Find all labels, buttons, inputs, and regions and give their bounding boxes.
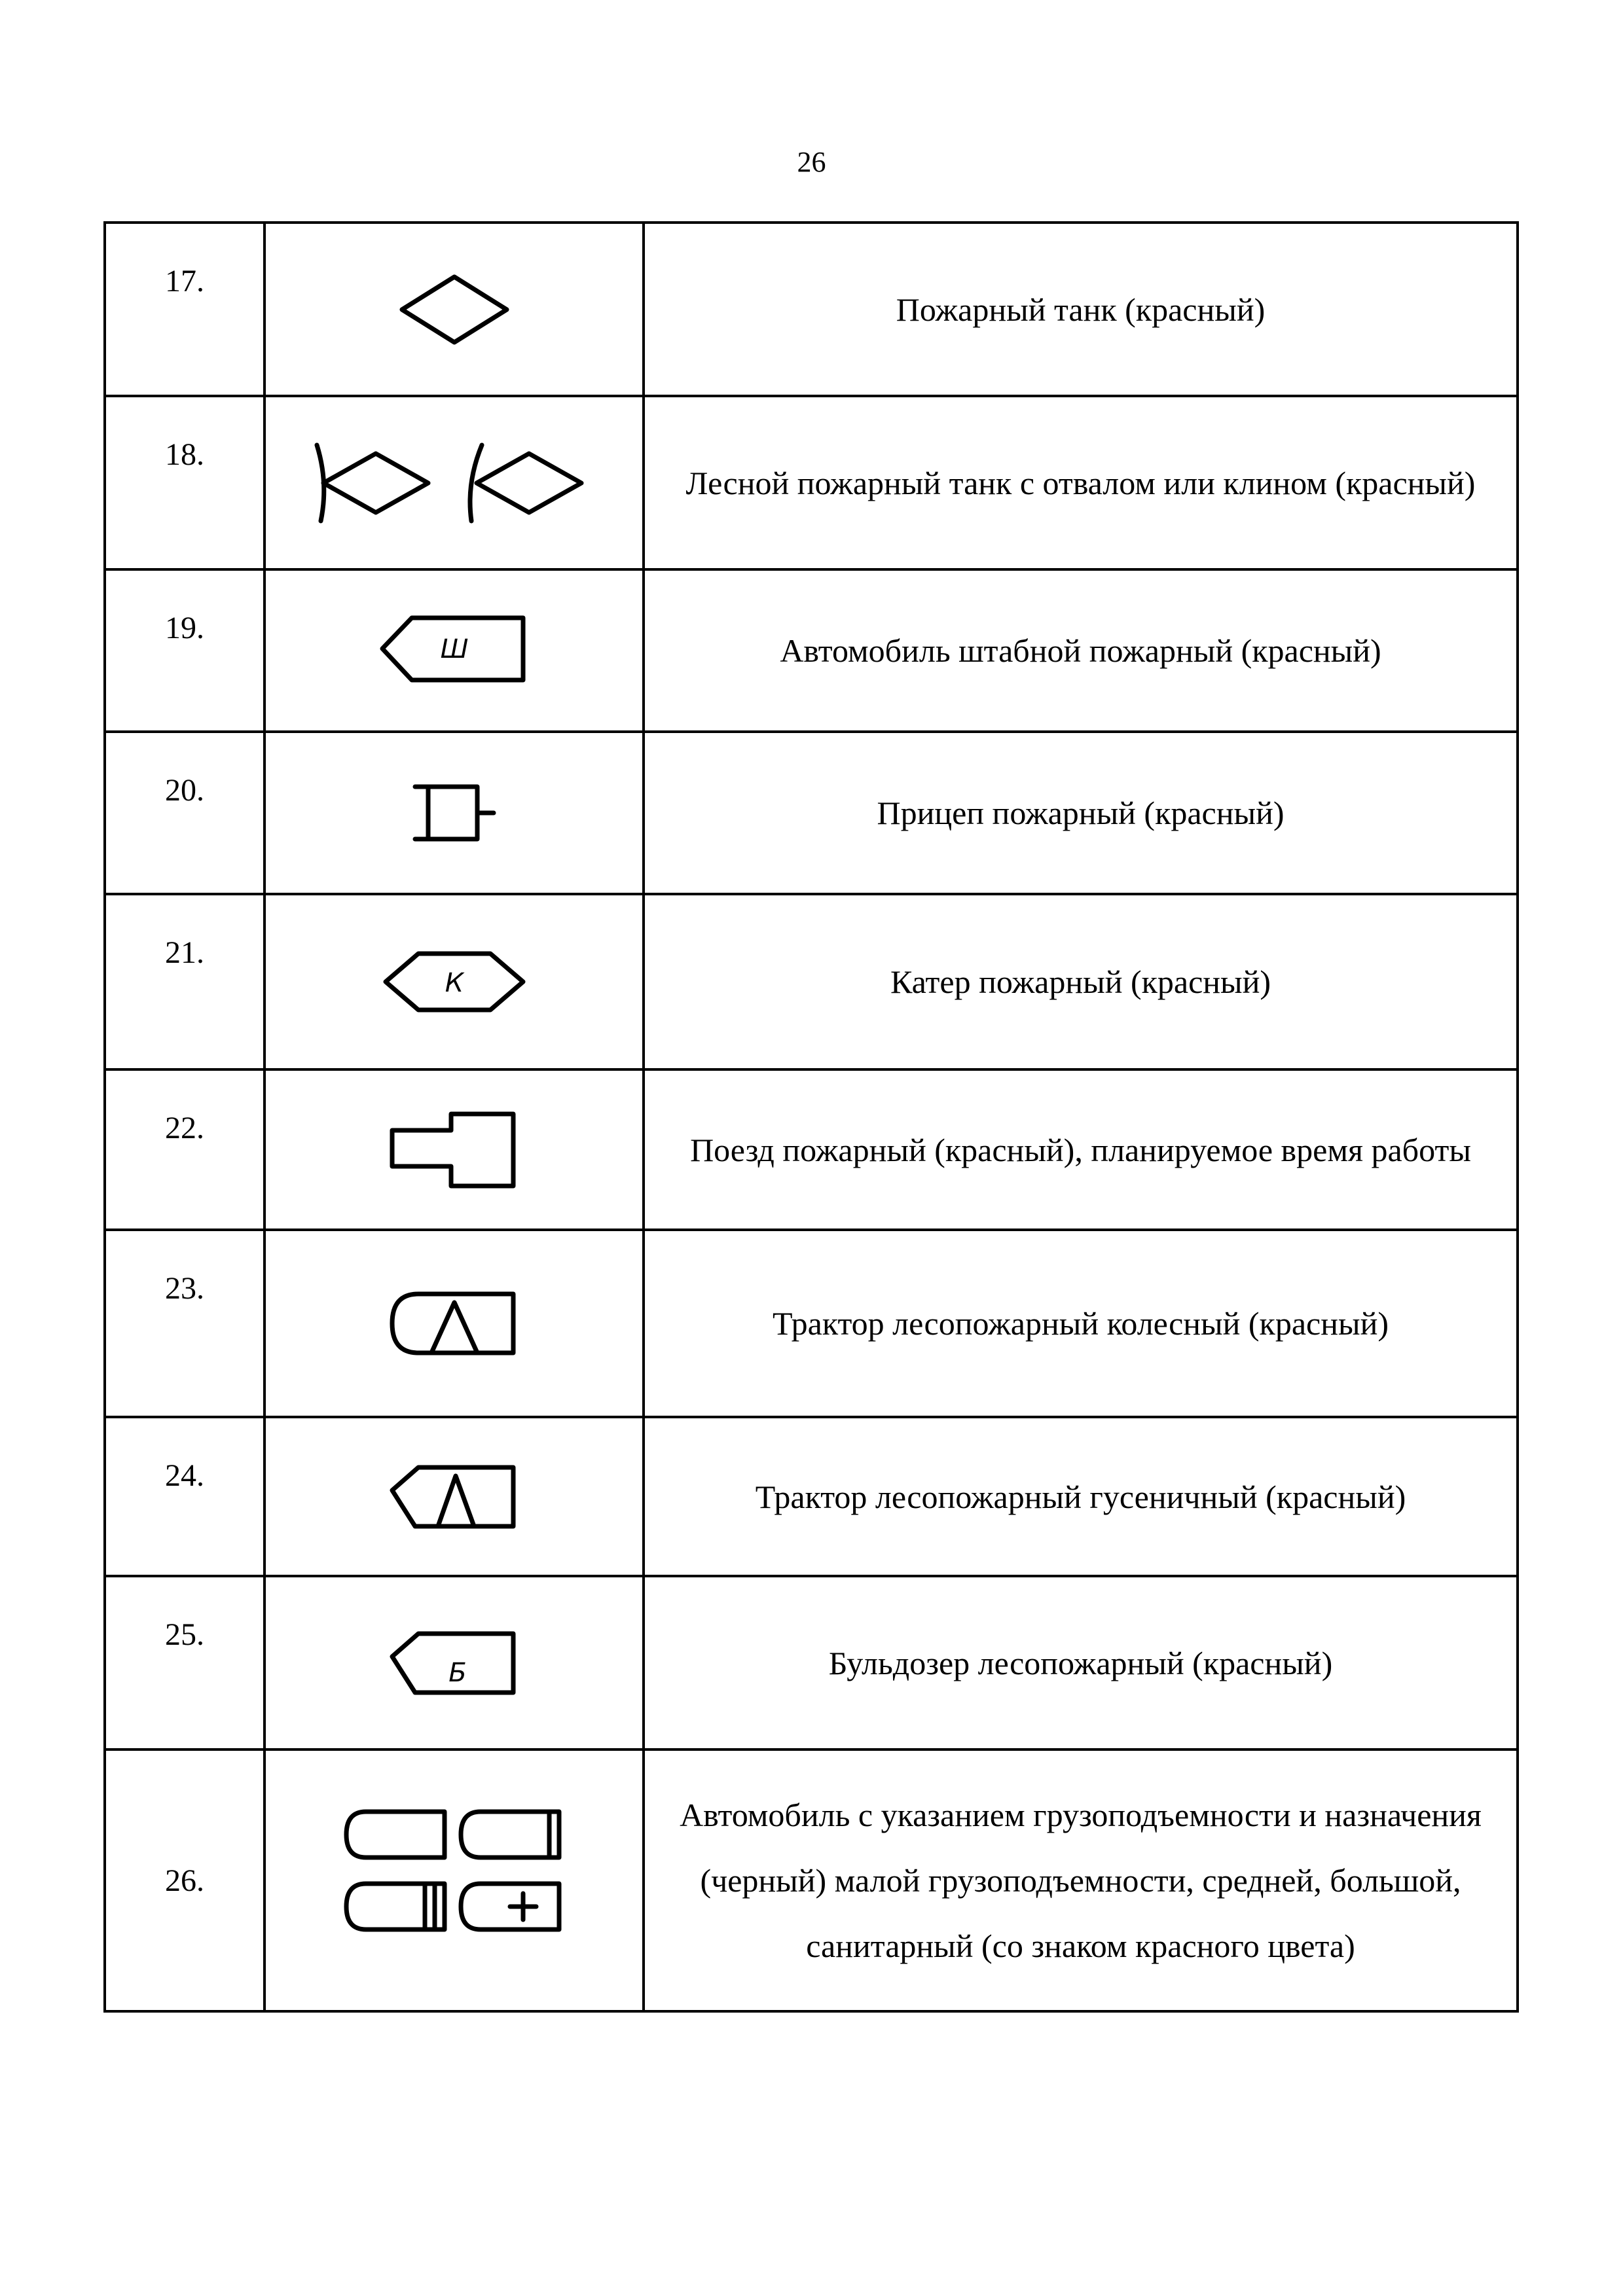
row-description: Бульдозер лесопожарный (красный) bbox=[644, 1576, 1518, 1749]
table-row bbox=[105, 569, 1518, 732]
row-number: 25. bbox=[105, 1576, 264, 1749]
fire-boat-icon bbox=[264, 894, 644, 1069]
row-description: Трактор лесопожарный гусеничный (красный) bbox=[644, 1417, 1518, 1576]
row-number: 22. bbox=[105, 1069, 264, 1230]
row-number: 18. bbox=[105, 396, 264, 569]
row-description: Катер пожарный (красный) bbox=[644, 894, 1518, 1069]
fire-trailer-icon bbox=[264, 732, 644, 894]
bulldozer-icon bbox=[264, 1576, 644, 1749]
row-description: Автомобиль с указанием грузоподъемности и назначения (черный) малой грузоподъемности, средней, большой, санитарный (со знаком красного цвета) bbox=[644, 1749, 1518, 2011]
fire-tank-icon bbox=[264, 223, 644, 396]
bulldozer-letter: Б bbox=[448, 1657, 467, 1688]
wheeled-tractor-icon bbox=[264, 1230, 644, 1417]
table-row bbox=[105, 894, 1518, 1069]
table-row bbox=[105, 1417, 1518, 1576]
trucks-capacity-icon bbox=[264, 1749, 644, 2011]
row-number: 21. bbox=[105, 894, 264, 1069]
row-number: 17. bbox=[105, 223, 264, 396]
symbols-table bbox=[103, 221, 1519, 2013]
staff-car-icon bbox=[264, 569, 644, 732]
row-description: Пожарный танк (красный) bbox=[644, 223, 1518, 396]
row-description: Поезд пожарный (красный), планируемое время работы bbox=[644, 1069, 1518, 1230]
row-number: 26. bbox=[105, 1749, 264, 2011]
row-description: Прицеп пожарный (красный) bbox=[644, 732, 1518, 894]
page-number: 26 bbox=[797, 146, 826, 178]
fire-train-icon bbox=[264, 1069, 644, 1230]
row-number: 20. bbox=[105, 732, 264, 894]
row-description: Лесной пожарный танк с отвалом или клином (красный) bbox=[644, 396, 1518, 569]
tracked-tractor-icon bbox=[264, 1417, 644, 1576]
row-description: Автомобиль штабной пожарный (красный) bbox=[644, 569, 1518, 732]
fire-boat-letter: К bbox=[445, 968, 464, 998]
table-row bbox=[105, 223, 1518, 396]
table-row bbox=[105, 732, 1518, 894]
table-row bbox=[105, 1749, 1518, 2011]
row-number: 19. bbox=[105, 569, 264, 732]
table-row bbox=[105, 1576, 1518, 1749]
row-number: 24. bbox=[105, 1417, 264, 1576]
forest-fire-tank-blade-icon bbox=[264, 396, 644, 569]
table-row bbox=[105, 396, 1518, 569]
table-row bbox=[105, 1230, 1518, 1417]
table-row bbox=[105, 1069, 1518, 1230]
staff-car-letter: Ш bbox=[440, 634, 468, 664]
row-number: 23. bbox=[105, 1230, 264, 1417]
row-description: Трактор лесопожарный колесный (красный) bbox=[644, 1230, 1518, 1417]
